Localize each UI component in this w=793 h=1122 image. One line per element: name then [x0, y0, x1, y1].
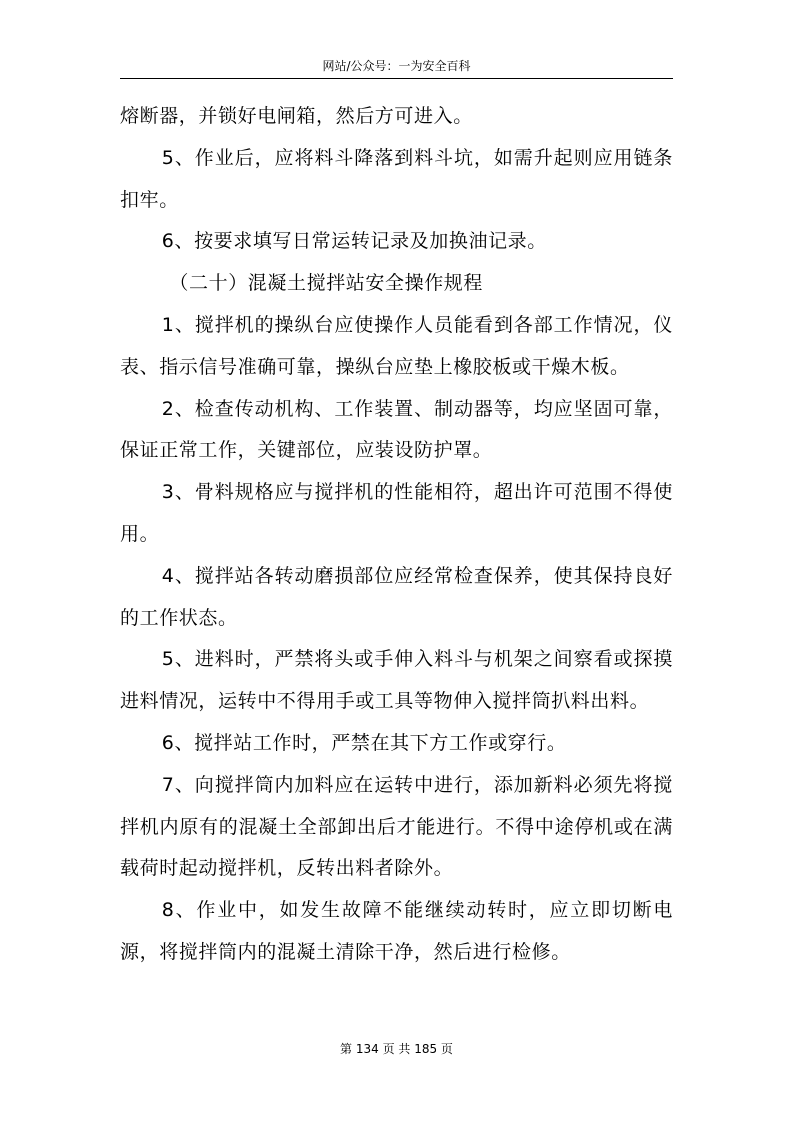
paragraph-rule-3: 3、骨料规格应与搅拌机的性能相符，超出许可范围不得使用。 [120, 481, 673, 545]
paragraph-rule-2: 2、检查传动机构、工作装置、制动器等，均应坚固可靠，保证正常工作，关键部位，应装设防护罩。 [120, 397, 673, 462]
paragraph-rule-5: 5、进料时，严禁将头或手伸入料斗与机架之间察看或探摸进料情况，运转中不得用手或工具等物伸入搅拌筒扒料出料。 [120, 648, 673, 713]
paragraph-rule-4: 4、搅拌站各转动磨损部位应经常检查保养，使其保持良好的工作状态。 [120, 564, 673, 629]
document-body [120, 96, 673, 974]
page-header: 网站/公众号：一为安全百科 [322, 59, 471, 73]
paragraph-item-6: 6、按要求填写日常运转记录及加换油记录。 [161, 230, 547, 253]
paragraph-rule-6: 6、搅拌站工作时，严禁在其下方工作或穿行。 [161, 731, 567, 754]
header-divider [120, 78, 673, 79]
paragraph-rule-1: 1、搅拌机的操纵台应使操作人员能看到各部工作情况，仪表、指示信号准确可靠，操纵台应垫上橡胶板或干燥木板。 [120, 313, 673, 378]
paragraph-continuation: 熔断器，并锁好电闸箱，然后方可进入。 [120, 105, 473, 127]
paragraph-item-5: 5、作业后，应将料斗降落到料斗坑，如需升起则应用链条扣牢。 [120, 146, 673, 211]
paragraph-rule-7: 7、向搅拌筒内加料应在运转中进行，添加新料必须先将搅拌机内原有的混凝土全部卸出后才能进行。不得中途停机或在满载荷时起动搅拌机，反转出料者除外。 [120, 773, 673, 880]
section-heading: （二十）混凝土搅拌站安全操作规程 [169, 272, 483, 295]
page-number-footer: 第 134 页 共 185 页 [340, 1042, 453, 1056]
paragraph-rule-8: 8、作业中，如发生故障不能继续动转时，应立即切断电源，将搅拌筒内的混凝土清除干净，然后进行检修。 [120, 899, 673, 963]
